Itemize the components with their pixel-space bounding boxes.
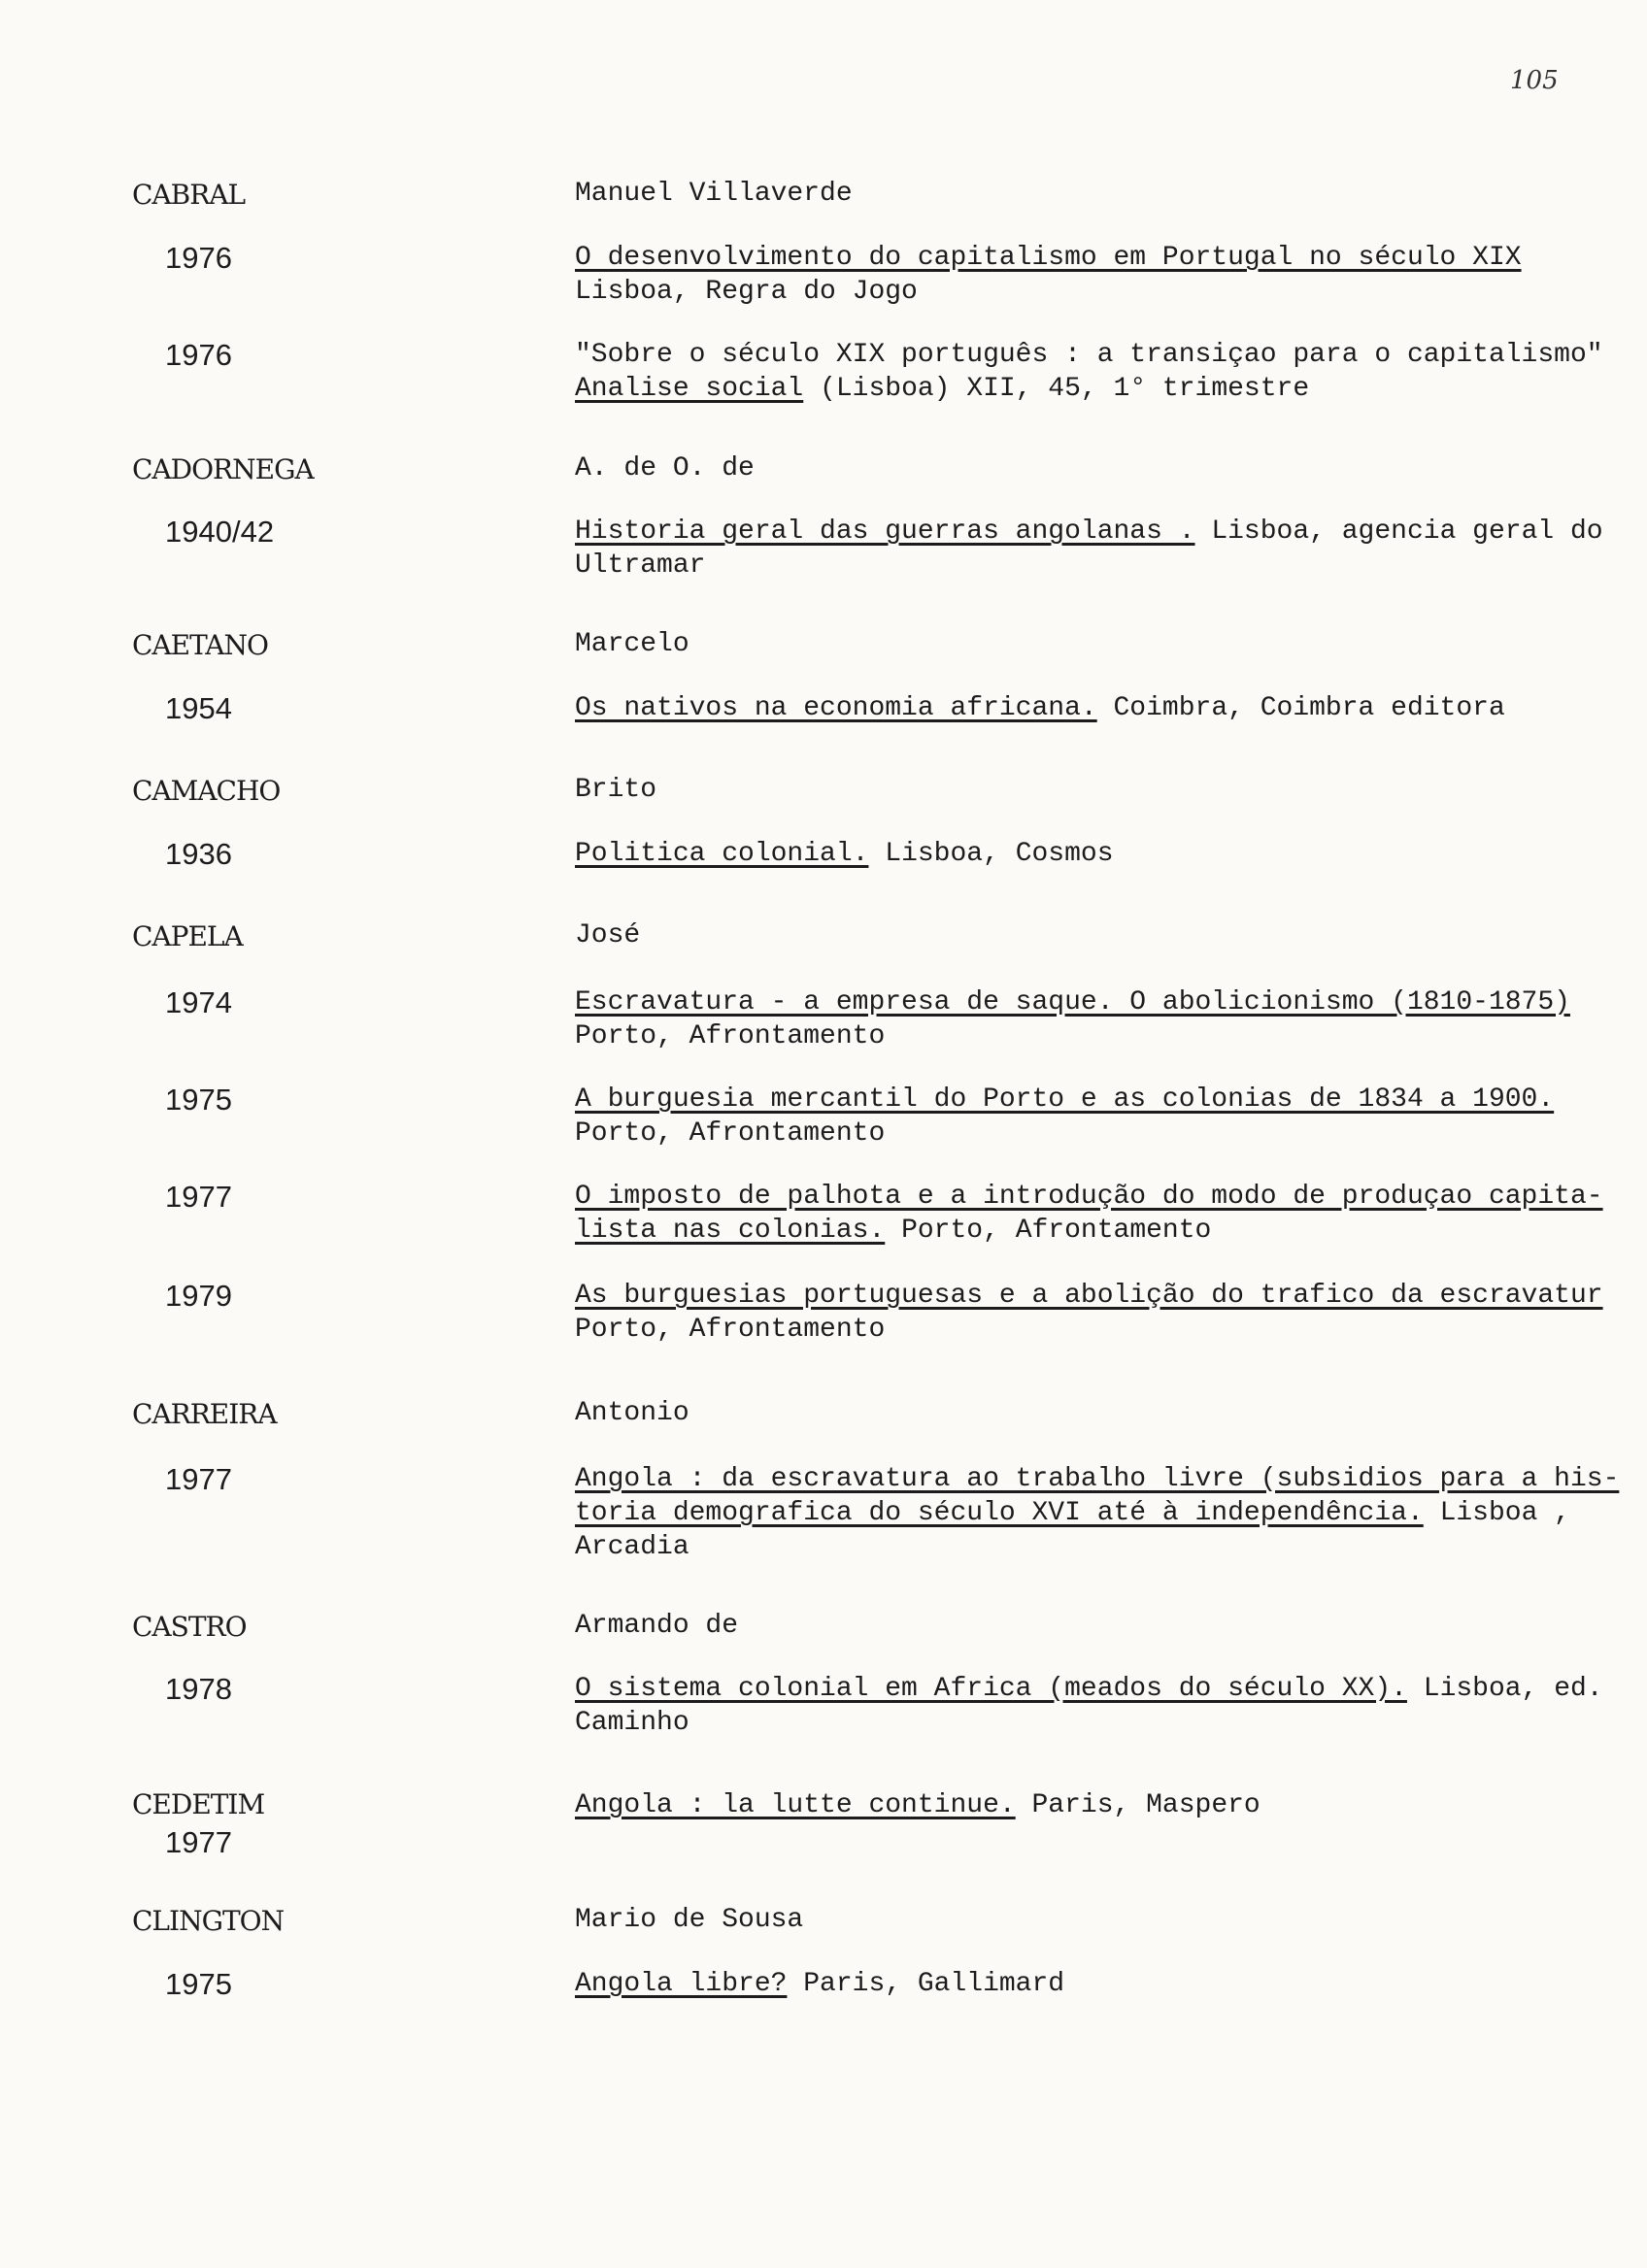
reference-publisher: (Lisboa) XII, 45, 1° trimestre — [820, 374, 1310, 404]
reference — [575, 338, 1624, 406]
reference-publisher: Coimbra, Coimbra editora — [1113, 693, 1505, 723]
year: 1975 — [165, 1967, 232, 2001]
reference-title: Historia geral das guerras angolanas . — [575, 517, 1195, 547]
reference-publisher: Porto, Afrontamento — [901, 1216, 1212, 1246]
reference-title: As burguesias portuguesas e a abolição do trafico da escravatur — [575, 1281, 1603, 1311]
given-name: Mario de Sousa — [575, 1905, 804, 1935]
given-name: A. de O. de — [575, 453, 755, 484]
year: 1940/42 — [165, 515, 275, 549]
reference — [575, 515, 1624, 583]
reference-publisher: Lisboa, Regra do Jogo — [575, 277, 918, 307]
reference — [575, 1180, 1624, 1248]
given-name: Manuel Villaverde — [575, 179, 853, 209]
given-name: Brito — [575, 775, 657, 805]
author-name: CABRAL — [132, 179, 246, 211]
reference-title-cont: lista nas colonias. — [575, 1216, 886, 1246]
year: 1977 — [165, 1462, 232, 1496]
year: 1954 — [165, 691, 232, 725]
year: 1975 — [165, 1083, 232, 1117]
reference-title: O sistema colonial em Africa (meados do século XX). — [575, 1674, 1407, 1704]
given-name: Marcelo — [575, 629, 689, 659]
reference-publisher: Lisboa, ed. — [1423, 1674, 1603, 1704]
reference-title: Angola : da escravatura ao trabalho livre (subsidios para a his- — [575, 1464, 1620, 1494]
reference — [575, 1672, 1624, 1740]
reference-publisher: Lisboa , — [1439, 1498, 1570, 1528]
reference-publisher-cont: Arcadia — [575, 1532, 689, 1562]
reference-title: A burguesia mercantil do Porto e as colonias de 1834 a 1900. — [575, 1084, 1555, 1115]
author-name: CARREIRA — [132, 1398, 277, 1430]
year: 1974 — [165, 985, 232, 1019]
reference-title: O desenvolvimento do capitalismo em Portugal no século XIX — [575, 243, 1522, 273]
author-name: CASTRO — [132, 1611, 247, 1643]
reference — [575, 1083, 1624, 1151]
reference-publisher-cont: Caminho — [575, 1708, 689, 1738]
reference — [575, 837, 1624, 871]
year: 1978 — [165, 1672, 232, 1706]
reference-title: Analise social — [575, 374, 804, 404]
year: 1977 — [165, 1825, 232, 1859]
given-name: José — [575, 920, 641, 951]
page-number: 105 — [1510, 66, 1559, 95]
reference-article: "Sobre o século XIX português : a transiçao para o capitalismo" — [575, 340, 1603, 370]
reference-publisher: Lisboa, Cosmos — [885, 839, 1114, 869]
given-name: Armando de — [575, 1611, 739, 1641]
reference-publisher: Porto, Afrontamento — [575, 1118, 886, 1149]
year: 1977 — [165, 1180, 232, 1214]
author-name: CAETANO — [132, 629, 268, 661]
given-name: Antonio — [575, 1398, 689, 1428]
reference — [575, 691, 1624, 725]
reference-title: Os nativos na economia africana. — [575, 693, 1097, 723]
reference — [575, 1967, 1624, 2001]
year: 1976 — [165, 338, 232, 372]
author-name: CEDETIM — [132, 1788, 265, 1820]
reference-publisher: Paris, Maspero — [1031, 1790, 1260, 1820]
reference-publisher: Porto, Afrontamento — [575, 1021, 886, 1051]
author-name: CAMACHO — [132, 775, 281, 807]
reference-title: Escravatura - a empresa de saque. O abolicionismo (1810-1875) — [575, 987, 1570, 1017]
year: 1979 — [165, 1279, 232, 1313]
author-name: CLINGTON — [132, 1905, 285, 1937]
reference-publisher: Lisboa, agencia geral do — [1211, 517, 1603, 547]
reference-title: O imposto de palhota e a introdução do modo de produçao capita- — [575, 1182, 1603, 1212]
reference-publisher-cont: Ultramar — [575, 550, 706, 581]
reference — [575, 1279, 1624, 1347]
reference-title: Angola : la lutte continue. — [575, 1790, 1016, 1820]
reference — [575, 1462, 1624, 1564]
reference — [575, 985, 1624, 1053]
reference — [575, 1788, 1624, 1822]
reference-publisher: Porto, Afrontamento — [575, 1315, 886, 1345]
reference-title: Angola libre? — [575, 1969, 788, 1999]
reference — [575, 241, 1624, 309]
year: 1976 — [165, 241, 232, 275]
author-name: CADORNEGA — [132, 453, 314, 485]
year: 1936 — [165, 837, 232, 871]
reference-title: Politica colonial. — [575, 839, 869, 869]
reference-title-cont: toria demografica do século XVI até à independência. — [575, 1498, 1424, 1528]
author-name: CAPELA — [132, 920, 243, 952]
reference-publisher: Paris, Gallimard — [803, 1969, 1065, 1999]
